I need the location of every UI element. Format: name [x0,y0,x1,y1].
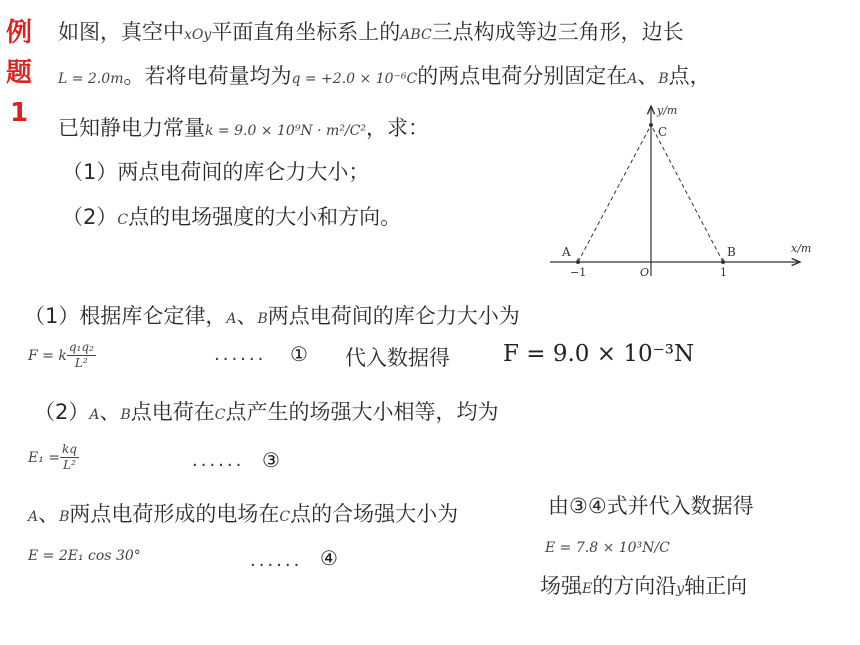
solution-text: （2） [34,400,90,424]
solution-text: 点电荷在 [130,400,215,424]
eq4-mark: ④ [320,546,338,570]
math-abc: ABC [400,27,432,43]
eq1-mark: ① [290,342,308,366]
point-c-dot [649,123,653,127]
solution-line-1 [24,302,520,333]
problem-line-2 [58,62,711,93]
point-c-label: C [658,125,668,139]
side-ac [578,125,651,262]
x-axis-label: x/m [791,242,812,255]
question-1: （1）两点电荷间的库仑力大小； [62,160,370,184]
eq3-numerator: kq [62,442,77,456]
example-label-number: 1 [10,98,29,128]
math-xoy: xOy [184,27,212,43]
problem-text: 、 [637,64,659,88]
tick-neg-label: −1 [570,266,587,279]
y-axis-label: y/m [657,104,678,117]
eq3-denominator: L² [63,458,76,472]
solution-line-2 [34,398,499,429]
solution-text: 、 [236,304,258,328]
problem-text: 如图，真空中 [58,20,184,44]
solution-text: 、 [99,400,121,424]
final-field-result: E = 7.8 × 10³N/C [545,540,670,556]
triangle-figure [545,100,815,280]
problem-line-1 [58,18,684,49]
eq3-dots: ...... [192,450,245,471]
solution-text: 、 [38,502,60,526]
eq1-numerator: q₁q₂ [68,340,94,354]
solution-text: 轴正向 [684,574,748,598]
math-b: B [257,311,268,327]
substitute-34-text: 由③④式并代入数据得 [548,494,754,518]
eq4-dots: ...... [250,550,303,571]
math-a: A [627,71,638,87]
point-a-dot [576,260,580,264]
point-b-label: B [727,245,736,259]
math-c: C [117,212,129,228]
equation-1 [28,340,96,371]
eq3-fraction [60,442,79,473]
math-a: A [28,509,39,525]
origin-label: O [640,266,650,279]
solution-text: 场强 [540,574,582,598]
solution-text: 两点电荷间的库仑力大小为 [267,304,520,328]
point-a-label: A [562,245,571,259]
problem-text: 三点构成等边三角形，边长 [431,20,684,44]
eq1-fraction [67,340,96,371]
math-b: B [120,407,131,423]
eq3-mark: ③ [262,448,280,472]
math-k-constant: k = 9.0 × 10⁹N · m²/C² [205,123,366,139]
equation-4: E = 2E₁ cos 30° [28,548,141,564]
problem-text: 的两点电荷分别固定在 [417,64,628,88]
math-a: A [226,311,237,327]
math-a: A [89,407,100,423]
problem-line-3 [58,114,429,145]
tick-pos-label: 1 [720,266,727,279]
example-label-char-2: 题 [6,58,33,88]
eq1-dots: ...... [214,344,267,365]
math-b: B [658,71,669,87]
problem-text: 。若将电荷量均为 [123,64,292,88]
problem-text: 点， [668,64,711,88]
math-y: y [676,581,685,597]
solution-text: （1）根据库仑定律， [24,304,227,328]
math-c: C [214,407,226,423]
problem-text: ，求： [365,116,429,140]
eq3-lhs: E₁ = [28,450,61,466]
solution-text: 点的合场强大小为 [290,502,459,526]
question-2 [62,203,401,234]
problem-text: 已知静电力常量 [58,116,205,140]
point-b-dot [721,260,725,264]
side-bc [651,125,723,262]
problem-text: （2） [62,205,118,229]
example-label-char-1: 例 [6,18,33,48]
math-charge: q = +2.0 × 10⁻⁶C [291,71,418,87]
problem-text: 点的电场强度的大小和方向。 [128,205,402,229]
eq1-lhs: F = k [28,348,67,364]
equation-3 [28,442,79,473]
problem-text: 平面直角坐标系上的 [211,20,401,44]
eq1-substitute-text: 代入数据得 [345,346,450,370]
math-b: B [59,509,70,525]
solution-text: 的方向沿 [592,574,677,598]
eq1-result: F = 9.0 × 10⁻³N [503,341,695,367]
solution-text: 点产生的场强大小相等，均为 [225,400,499,424]
math-e: E [582,581,593,597]
solution-text: 两点电荷形成的电场在 [69,502,280,526]
eq1-denominator: L² [74,356,88,370]
math-c: C [279,509,291,525]
solution-line-3 [28,500,458,531]
field-direction [540,572,747,603]
math-length: L = 2.0m [58,71,124,87]
